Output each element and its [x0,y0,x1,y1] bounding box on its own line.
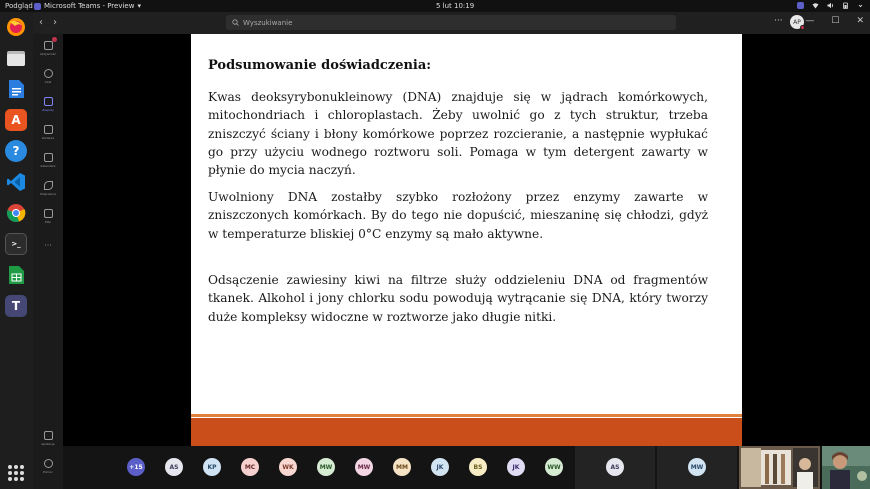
participant-avatar[interactable]: KP [203,458,221,476]
writer-icon[interactable] [5,78,27,100]
software-center-icon[interactable]: A [5,109,27,131]
slide-footer-accent [191,414,742,417]
back-icon[interactable]: ‹ [39,17,43,28]
more-options-icon[interactable]: ··· [774,16,783,26]
files-icon[interactable] [5,47,27,69]
dock [0,12,33,489]
show-applications-icon[interactable] [8,465,24,481]
calc-icon[interactable] [5,264,27,286]
rail-files[interactable]: Pliki [33,202,63,230]
participant-video[interactable] [739,446,820,489]
participant-avatar[interactable]: JK [431,458,449,476]
rail-calls[interactable]: Połączenia [33,174,63,202]
search-placeholder: Wyszukiwanie [243,18,293,27]
assignments-icon [44,125,53,134]
rail-assignments[interactable]: Zadania [33,118,63,146]
participant-avatar: AS [606,458,624,476]
participant-avatar[interactable]: MW [317,458,335,476]
app-menu-label: Microsoft Teams - Preview [44,2,135,10]
rail-activity[interactable]: Aktywność [33,34,63,62]
power-menu-icon[interactable] [857,2,864,9]
teams-icon[interactable]: T [5,295,27,317]
clock[interactable]: 5 lut 10:19 [436,2,475,10]
rail-teams[interactable]: Zespoły [33,90,63,118]
presentation-slide [191,34,742,446]
chevron-down-icon: ▾ [137,2,141,10]
rail-calendar[interactable]: Kalendarz [33,146,63,174]
app-menu[interactable] [34,2,141,10]
shared-content-stage [63,34,870,446]
app-bar [33,34,63,489]
calendar-icon [44,153,53,162]
rail-chat[interactable]: Czat [33,62,63,90]
chrome-icon[interactable] [5,202,27,224]
firefox-icon[interactable] [5,16,27,38]
participant-video[interactable] [822,446,870,489]
history-navigation [39,17,57,28]
notification-badge [52,37,57,42]
participant-avatar[interactable]: JK [507,458,525,476]
participant-avatar[interactable]: BS [469,458,487,476]
participant-avatar[interactable]: WW [545,458,563,476]
forward-icon[interactable]: › [53,17,57,28]
phone-icon [44,181,53,190]
chat-icon [44,69,53,78]
battery-icon[interactable] [842,2,849,9]
rail-help[interactable]: Pomoc [33,452,63,480]
vscode-icon[interactable] [5,171,27,193]
participant-avatar[interactable]: MC [241,458,259,476]
volume-icon[interactable] [827,2,834,9]
teams-app-icon [34,3,41,10]
more-apps-icon: ··· [44,240,52,250]
apps-icon [44,431,53,440]
activities-button[interactable]: Podgląd [5,2,33,10]
maximize-icon[interactable]: ☐ [831,16,840,26]
teams-tray-icon[interactable] [797,2,804,9]
system-top-bar [0,0,870,12]
system-tray[interactable] [797,2,864,9]
slide-heading: Podsumowanie doświadczenia: [208,58,432,73]
overflow-participants-button[interactable]: +15 [127,458,145,476]
slide-paragraph-3: Odsączenie zawiesiny kiwi na filtrze służy oddzieleniu DNA od fragmentów tkanek. Alkohol i jony chlorku sodu powodują wytrącanie się DNA, który tworzy duże kompleksy widoczne w roztworze jako długie nitki. [208,273,708,324]
rail-more[interactable] [33,230,63,258]
participant-avatar[interactable]: MM [393,458,411,476]
rail-apps[interactable]: Aplikacje [33,424,63,452]
slide-paragraph-2: Uwolniony DNA zostałby szybko rozłożony przez enzymy zawarte w zniszczonych komórkach. By do tego nie dopuścić, mieszaninę się chłodzi, gdyż w temperaturze bliskiej 0°C enzymy są mało aktywne. [208,190,708,241]
teams-group-icon [44,97,53,106]
participant-avatar[interactable]: AS [165,458,183,476]
slide-footer-band [191,418,742,446]
bell-icon [44,41,53,50]
teams-window [33,12,870,489]
minimize-icon[interactable]: — [805,16,815,26]
terminal-icon[interactable]: >_ [5,233,27,255]
network-icon[interactable] [812,2,819,9]
slide-paragraph-1: Kwas deoksyrybonukleinowy (DNA) znajduje się w jądrach komórkowych, mitochondriach i chloroplastach. Żeby uwolnić go z tych struktur, trzeba zniszczyć ściany i błony komórkowe poprzez rozcieranie, a następnie wypłukać go przy użyciu wodnego roztworu soli. Pomaga w tym detergent zawarty w płynie do mycia naczyń. [208,90,708,178]
file-icon [44,209,53,218]
participant-avatar: MW [688,458,706,476]
participant-avatar[interactable]: MW [355,458,373,476]
search-icon [232,19,239,26]
profile-avatar[interactable]: AP [790,15,804,29]
teams-title-bar [33,12,870,34]
presence-busy-icon [800,25,805,30]
help-icon[interactable]: ? [5,140,27,162]
participant-tile[interactable] [657,446,737,489]
participant-tile[interactable] [575,446,655,489]
participant-avatar[interactable]: WK [279,458,297,476]
help-circle-icon [44,459,53,468]
window-controls [805,16,864,26]
search-input[interactable] [226,15,676,30]
participant-strip [63,446,870,489]
close-icon[interactable]: ✕ [856,16,864,26]
